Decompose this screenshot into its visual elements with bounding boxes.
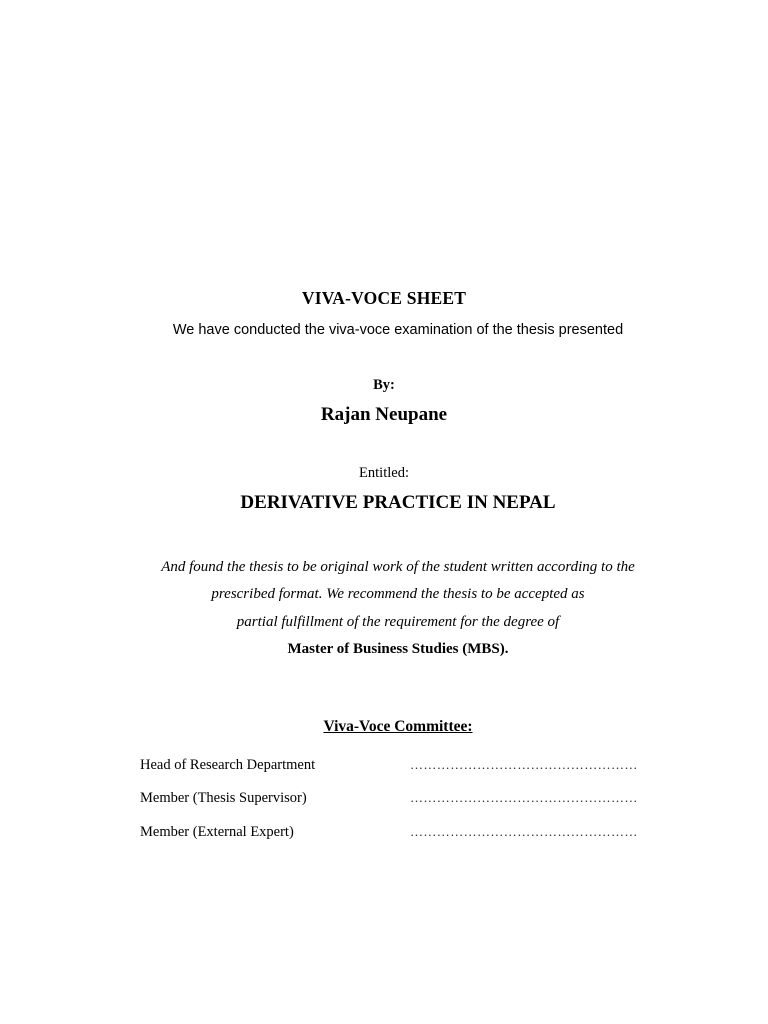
- by-label: By:: [373, 377, 395, 393]
- document-title: VIVA-VOCE SHEET: [301, 288, 467, 308]
- committee-row-thesis-supervisor: [140, 790, 670, 810]
- signature-line: ……………………………………………: [410, 824, 638, 839]
- committee-role: Member (Thesis Supervisor): [140, 790, 307, 806]
- statement-line: prescribed format. We recommend the thesis to be accepted as: [211, 586, 585, 602]
- statement-line: partial fulfillment of the requirement for the degree of: [236, 614, 560, 630]
- committee-role: Head of Research Department: [140, 757, 316, 773]
- entitled-label: Entitled:: [359, 465, 409, 481]
- committee-row-head-of-research: [140, 757, 670, 777]
- author-name: Rajan Neupane: [320, 404, 448, 425]
- signature-line: ……………………………………………: [410, 757, 638, 772]
- signature-line: ……………………………………………: [410, 790, 638, 805]
- intro-text: We have conducted the viva-voce examination of the thesis presented: [172, 322, 624, 338]
- committee-heading: Viva-Voce Committee:: [323, 718, 473, 735]
- degree-name: Master of Business Studies (MBS).: [287, 641, 509, 657]
- committee-role: Member (External Expert): [140, 824, 294, 840]
- statement-line: And found the thesis to be original work of the student written according to the: [161, 559, 635, 575]
- committee-row-external-expert: [140, 824, 670, 844]
- thesis-title: DERIVATIVE PRACTICE IN NEPAL: [240, 492, 556, 513]
